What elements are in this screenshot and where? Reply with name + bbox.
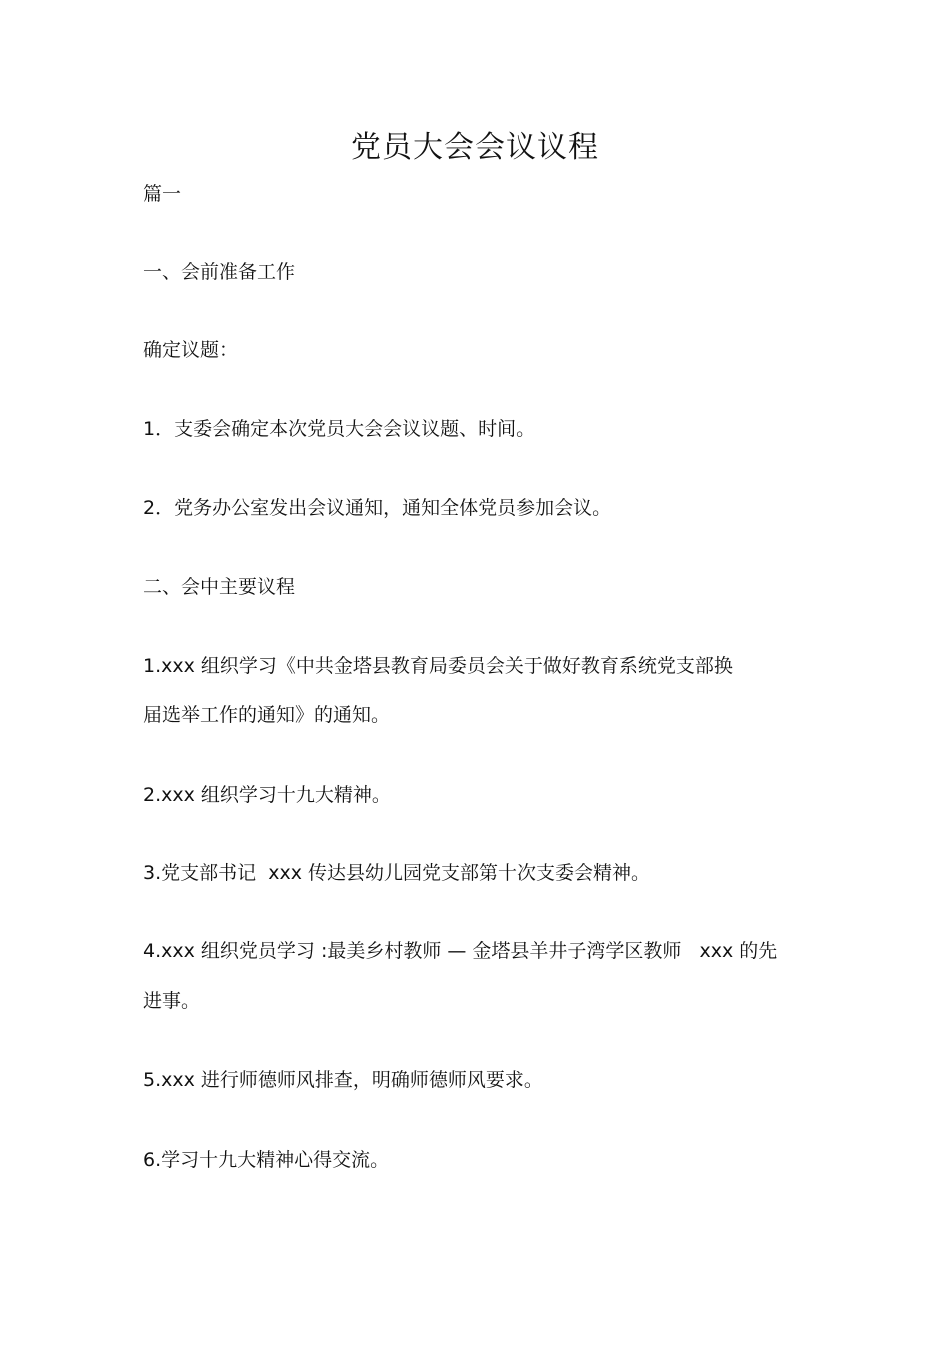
section-label: 篇一 (143, 183, 182, 205)
paragraph-line: 2.xxx 组织学习十九大精神。 (143, 784, 391, 806)
paragraph-line: 6.学习十九大精神心得交流。 (143, 1149, 390, 1171)
section-heading-pre-meeting: 一、会前准备工作 (143, 261, 296, 283)
paragraph-line: 4.xxx 组织党员学习 :最美乡村教师 — 金塔县羊井子湾学区教师 xxx 的先 (143, 940, 778, 962)
paragraph-line: 2．党务办公室发出会议通知，通知全体党员参加会议。 (143, 497, 612, 519)
section-heading-main-agenda: 二、会中主要议程 (143, 576, 296, 598)
paragraph-line: 5.xxx 进行师德师风排查，明确师德师风要求。 (143, 1069, 543, 1091)
document-title: 党员大会会议议程 (351, 130, 599, 165)
paragraph-line: 进事。 (143, 990, 201, 1012)
paragraph-line: 3.党支部书记 xxx 传达县幼儿园党支部第十次支委会精神。 (143, 862, 650, 884)
paragraph-line: 1.xxx 组织学习《中共金塔县教育局委员会关于做好教育系统党支部换 (143, 655, 733, 677)
paragraph-line: 1．支委会确定本次党员大会会议议题、时间。 (143, 418, 536, 440)
subheading-topics: 确定议题： (143, 339, 239, 361)
paragraph-line: 届选举工作的通知》的通知。 (143, 704, 391, 726)
